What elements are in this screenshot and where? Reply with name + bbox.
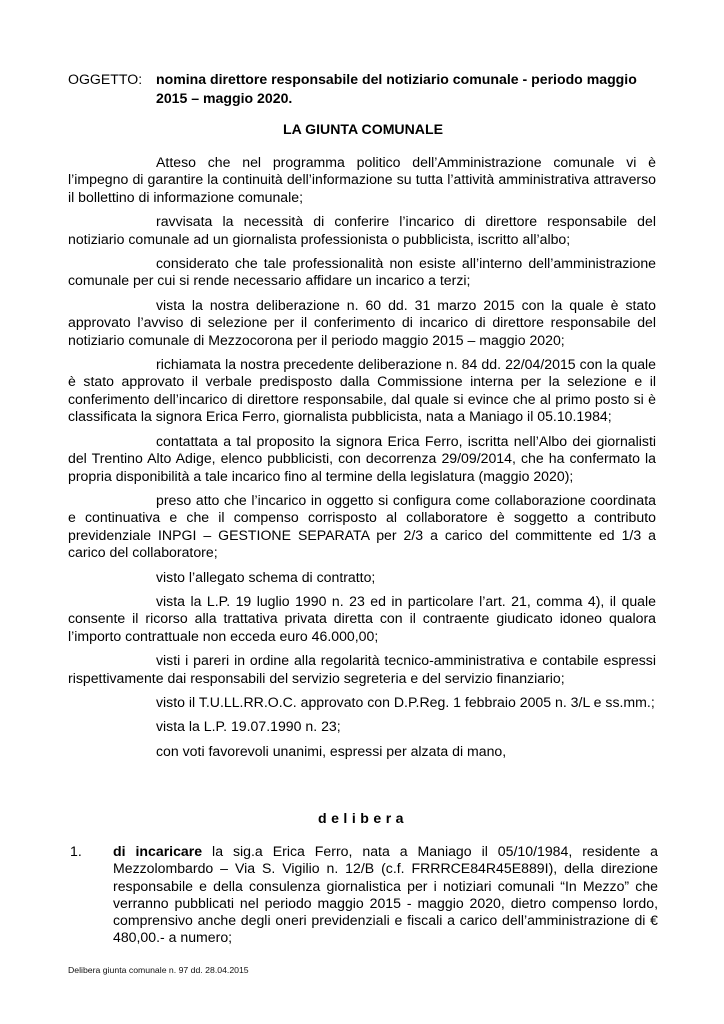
item-text [113,843,658,947]
resolution-item [68,843,658,947]
recital-paragraph: contattata a tal proposito la signora Erica Ferro, iscritta nell’Albo dei giornalisti del Trentino Alto Adige, elenco pubblicisti, con decorrenza 29/09/2014, che ha confermato la propria disponibilità a tale incarico fino al termine della legislatura (maggio 2020); [68,432,656,484]
subject-text: nomina direttore responsabile del notiziario comunale - periodo maggio 2015 – maggio 2020. [156,71,637,106]
item-body: la sig.a Erica Ferro, nata a Maniago il 05/10/1984, residente a Mezzolombardo – Via S. Vigilio n. 12/B (c.f. FRRRCE84R45E889I), della direzione responsabile e della consulenza giornalistica per i notiziari comunali “In Mezzo” che verranno pubblicati nel periodo maggio 2015 - maggio 2020, dietro compenso lordo, comprensivo anche degli oneri previdenziali e fiscali a carico dell’amministrazione di € 480,00.- a numero; [113,843,658,946]
subject-label: OGGETTO: [68,71,143,87]
recital-paragraph: ravvisata la necessità di conferire l’incarico di direttore responsabile del notiziario comunale ad un giornalista professionista o pubblicista, iscritto all’albo; [68,213,656,247]
recital-paragraph: con voti favorevoli unanimi, espressi per alzata di mano, [156,742,507,759]
recital-paragraph: considerato che tale professionalità non esiste all’interno dell’amministrazione comunale per cui si rende necessario affidare un incarico a terzi; [68,255,656,289]
recital-paragraph: vista la nostra deliberazione n. 60 dd. 31 marzo 2015 con la quale è stato approvato l’avviso di selezione per il conferimento di incarico di direttore responsabile del notiziario comunale di Mezzocorona per il periodo maggio 2015 – maggio 2020; [68,296,656,348]
resolution-heading: delibera [317,810,409,826]
recital-paragraph: visto il T.U.LL.RR.O.C. approvato con D.P.Reg. 1 febbraio 2005 n. 3/L e ss.mm.; [156,693,655,710]
recital-paragraph: visti i pareri in ordine alla regolarità tecnico-amministrativa e contabile espressi rispettivamente dai responsabili del servizio segreteria e del servizio finanziario; [68,652,656,686]
recital-paragraph: vista la L.P. 19 luglio 1990 n. 23 ed in particolare l’art. 21, comma 4), il quale consente il ricorso alla trattativa privata diretta con il contraente giudicato idoneo qualora l’importo contrattuale non ecceda euro 46.000,00; [68,592,656,644]
item-number: 1. [70,843,82,859]
recitals [68,154,656,767]
item-lead: di incaricare [113,843,203,859]
page-footer: Delibera giunta comunale n. 97 dd. 28.04.2015 [68,965,249,975]
subject-block [68,70,658,107]
recital-paragraph: preso atto che l’incarico in oggetto si configura come collaborazione coordinata e continuativa e che il compenso corrisposto al collaboratore è soggetto a contributo previdenziale INPGI – GESTIONE SEPARATA per 2/3 a carico del committente ed 1/3 a carico del collaboratore; [68,491,656,561]
document-title: LA GIUNTA COMUNALE [283,121,443,137]
recital-paragraph: vista la L.P. 19.07.1990 n. 23; [156,718,341,735]
recital-paragraph: richiamata la nostra precedente deliberazione n. 84 dd. 22/04/2015 con la quale è stato approvato il verbale predisposto dalla Commissione interna per la selezione e il conferimento dell’incarico di direttore responsabile, dal quale si evince che al primo posto si è classificata la signora Erica Ferro, giornalista pubblicista, nata a Maniago il 05.10.1984; [68,356,656,425]
recital-paragraph: visto l’allegato schema di contratto; [156,568,376,585]
recital-paragraph: Atteso che nel programma politico dell’Amministrazione comunale vi è l’impegno di garantire la continuità dell’informazione su tutta l’attività amministrativa attraverso il bollettino di informazione comunale; [68,154,656,205]
